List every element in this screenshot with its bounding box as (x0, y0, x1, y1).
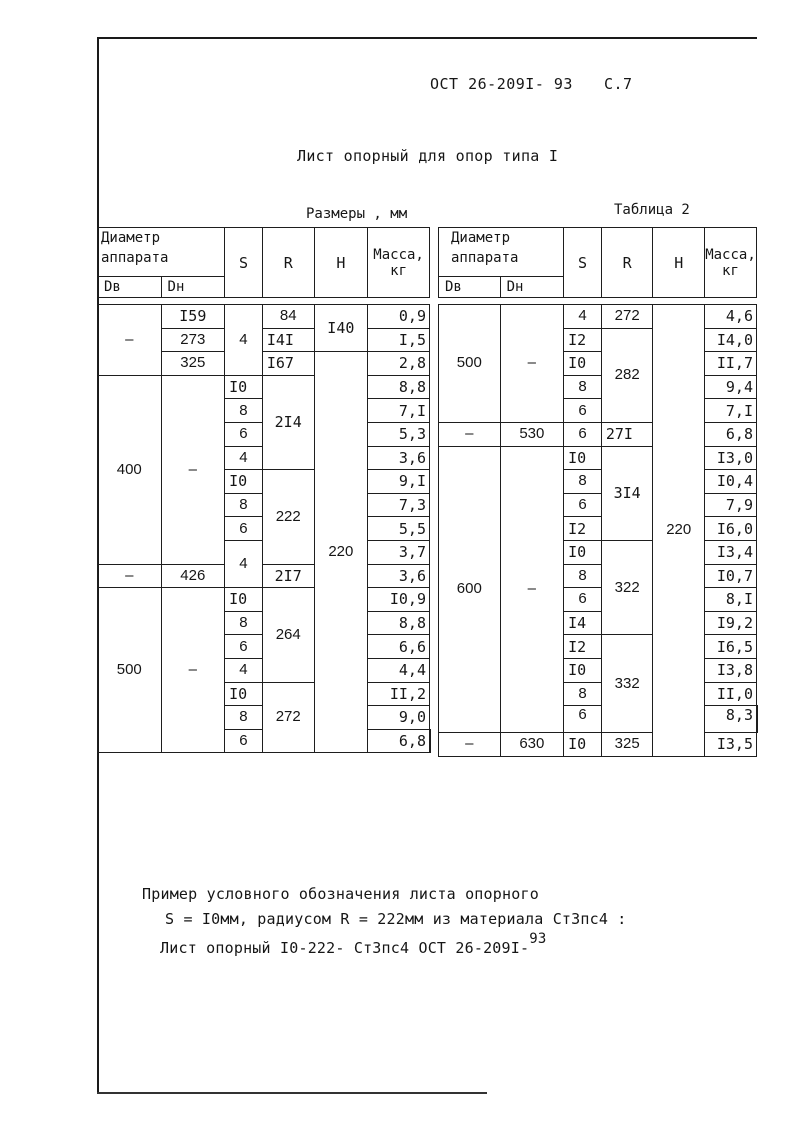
designation-year: 93 (529, 931, 547, 947)
s-cell: 8 (225, 611, 263, 635)
mass-cell: 8,I (704, 588, 756, 612)
mass-cell: I3,8 (704, 658, 756, 682)
dn-cell: 325 (161, 352, 225, 376)
dn-cell: I59 (161, 305, 225, 329)
mass-cell: 4,6 (704, 305, 756, 329)
designation-note-line3 (160, 931, 547, 957)
standard-number: ОСТ 26-209I- 93 (430, 75, 573, 93)
s-cell: I2 (564, 635, 602, 659)
dv-cell: 600 (439, 446, 501, 733)
mass-cell: I3,0 (704, 446, 756, 470)
s-cell: 4 (225, 658, 263, 682)
frame-bottom-border (97, 1092, 487, 1094)
left-table (97, 227, 431, 753)
s-header: S (564, 228, 602, 298)
designation-note-line2: S = I0мм, радиусом R = 222мм из материала Ст3пс4 : (165, 910, 627, 928)
mass-cell: I4,0 (704, 328, 756, 352)
dv-cell: – (98, 305, 162, 376)
r-cell: 325 (601, 733, 653, 757)
right-table (438, 227, 758, 757)
s-cell: 6 (564, 588, 602, 612)
mass-cell: 8,8 (368, 375, 430, 399)
mass-cell: I6,5 (704, 635, 756, 659)
s-cell: 6 (225, 729, 263, 753)
mass-cell: II,2 (368, 682, 430, 706)
dn-cell: – (161, 375, 225, 564)
designation-note-line1: Пример условного обозначения листа опорного (142, 885, 539, 903)
s-cell: I4 (564, 611, 602, 635)
dn-header: Dн (500, 277, 564, 298)
h-header: H (314, 228, 368, 298)
mass-cell: 9,4 (704, 375, 756, 399)
mass-cell: 6,8 (368, 729, 430, 753)
dn-cell: 273 (161, 328, 225, 352)
diameter-header-bottom: аппарата (101, 250, 169, 266)
mass-cell: II,7 (704, 352, 756, 376)
mass-header (704, 228, 756, 298)
r-cell: 272 (601, 305, 653, 329)
mass-cell: 8,3 (704, 706, 756, 733)
s-cell: 8 (225, 706, 263, 730)
r-cell: 3I4 (601, 446, 653, 540)
h-header: H (653, 228, 705, 298)
s-cell: 8 (564, 470, 602, 494)
mass-header (368, 228, 430, 298)
s-cell: 4 (225, 305, 263, 376)
s-cell: I0 (564, 352, 602, 376)
dn-cell: – (161, 588, 225, 753)
frame-top-border (97, 37, 757, 39)
mass-cell: 7,3 (368, 493, 430, 517)
s-cell: I0 (225, 588, 263, 612)
mass-cell: 3,6 (368, 564, 430, 588)
table-row (98, 375, 431, 399)
mass-cell: 2,8 (368, 352, 430, 376)
table-header-row (98, 228, 431, 277)
r-cell: 222 (262, 470, 314, 564)
s-header: S (225, 228, 263, 298)
mass-cell: 4,4 (368, 658, 430, 682)
designation-text: Лист опорный I0-222- Ст3пс4 ОСТ 26-209I- (160, 939, 530, 957)
dn-cell: – (500, 446, 564, 733)
h-cell: I40 (314, 305, 368, 352)
mass-cell: 9,I (368, 470, 430, 494)
dv-cell: 400 (98, 375, 162, 564)
table-number: Таблица 2 (614, 202, 690, 218)
mass-cell: 6,8 (704, 422, 756, 446)
dv-header: Dв (98, 277, 162, 298)
mass-cell: 3,6 (368, 446, 430, 470)
r-cell: I67 (262, 352, 314, 376)
mass-cell: I0,7 (704, 564, 756, 588)
r-cell: 264 (262, 588, 314, 682)
s-cell: 8 (564, 564, 602, 588)
r-cell: 2I7 (262, 564, 314, 588)
r-cell: I4I (262, 328, 314, 352)
s-cell: I0 (564, 733, 602, 757)
mass-cell: II,0 (704, 682, 756, 706)
dn-cell: 426 (161, 564, 225, 588)
mass-cell: 7,I (368, 399, 430, 423)
mass-header-top: Масса, (705, 246, 756, 263)
r-header: R (601, 228, 653, 298)
diameter-header (439, 228, 564, 277)
r-header: R (262, 228, 314, 298)
s-cell: 8 (564, 682, 602, 706)
mass-cell: 7,I (704, 399, 756, 423)
s-cell: I0 (225, 470, 263, 494)
dv-header: Dв (439, 277, 501, 298)
r-cell: 27I (601, 422, 653, 446)
s-cell: I0 (225, 375, 263, 399)
s-cell: I0 (225, 682, 263, 706)
table-header-row (439, 228, 758, 277)
mass-header-top: Масса, (373, 246, 424, 263)
table-row (439, 305, 758, 329)
diameter-header-bottom: аппарата (451, 250, 519, 266)
dv-cell: – (98, 564, 162, 588)
mass-header-bottom: кг (390, 262, 407, 279)
mass-cell: 5,3 (368, 422, 430, 446)
s-cell: 6 (564, 493, 602, 517)
mass-cell: 9,0 (368, 706, 430, 730)
dn-cell: 530 (500, 422, 564, 446)
r-cell: 282 (601, 328, 653, 422)
s-cell: I0 (564, 446, 602, 470)
s-cell: 8 (564, 375, 602, 399)
mass-cell: I9,2 (704, 611, 756, 635)
mass-cell: 0,9 (368, 305, 430, 329)
h-cell: 220 (653, 305, 705, 757)
mass-cell: 8,8 (368, 611, 430, 635)
r-cell: 84 (262, 305, 314, 329)
header-gap (98, 298, 430, 305)
mass-cell: I0,4 (704, 470, 756, 494)
diameter-header-top: Диаметр (451, 230, 511, 246)
dimensions-label: Размеры , мм (306, 206, 408, 222)
dn-cell: – (500, 305, 564, 423)
table-row (439, 422, 758, 446)
s-cell: 6 (225, 517, 263, 541)
row-filler (430, 729, 431, 753)
table-row (98, 305, 431, 329)
s-cell: I0 (564, 658, 602, 682)
dn-header: Dн (161, 277, 225, 298)
mass-cell: 7,9 (704, 493, 756, 517)
s-cell: 6 (225, 422, 263, 446)
mass-header-bottom: кг (722, 262, 739, 279)
diameter-header (98, 228, 225, 277)
s-cell: 6 (564, 422, 602, 446)
page-number: С.7 (604, 75, 633, 93)
s-cell: 4 (225, 446, 263, 470)
dn-cell: 630 (500, 733, 564, 757)
r-cell: 2I4 (262, 375, 314, 469)
table-row (439, 733, 758, 757)
s-cell: I0 (564, 540, 602, 564)
mass-cell: I,5 (368, 328, 430, 352)
diameter-header-top: Диаметр (101, 230, 161, 246)
r-cell: 272 (262, 682, 314, 753)
dv-cell: 500 (98, 588, 162, 753)
table-row (98, 564, 431, 588)
s-cell: 6 (225, 635, 263, 659)
mass-cell: I0,9 (368, 588, 430, 612)
table-row (98, 588, 431, 612)
row-filler (757, 730, 758, 733)
mass-cell: 6,6 (368, 635, 430, 659)
s-cell: 8 (225, 399, 263, 423)
dv-cell: 500 (439, 305, 501, 423)
page-title: Лист опорный для опор типа I (297, 147, 559, 165)
mass-cell: I3,4 (704, 540, 756, 564)
s-cell: 6 (564, 706, 602, 733)
r-cell: 332 (601, 635, 653, 733)
s-cell: 8 (225, 493, 263, 517)
s-cell: I2 (564, 328, 602, 352)
mass-cell: I6,0 (704, 517, 756, 541)
mass-cell: 3,7 (368, 540, 430, 564)
s-cell: 4 (225, 540, 263, 587)
r-cell: 322 (601, 540, 653, 634)
s-cell: 4 (564, 305, 602, 329)
s-cell: I2 (564, 517, 602, 541)
dv-cell: – (439, 422, 501, 446)
header-gap (439, 298, 757, 305)
mass-cell: 5,5 (368, 517, 430, 541)
row-filler (757, 706, 758, 727)
h-cell: 220 (314, 352, 368, 753)
mass-cell: I3,5 (704, 733, 756, 757)
dv-cell: – (439, 733, 501, 757)
s-cell: 6 (564, 399, 602, 423)
table-row (439, 446, 758, 470)
